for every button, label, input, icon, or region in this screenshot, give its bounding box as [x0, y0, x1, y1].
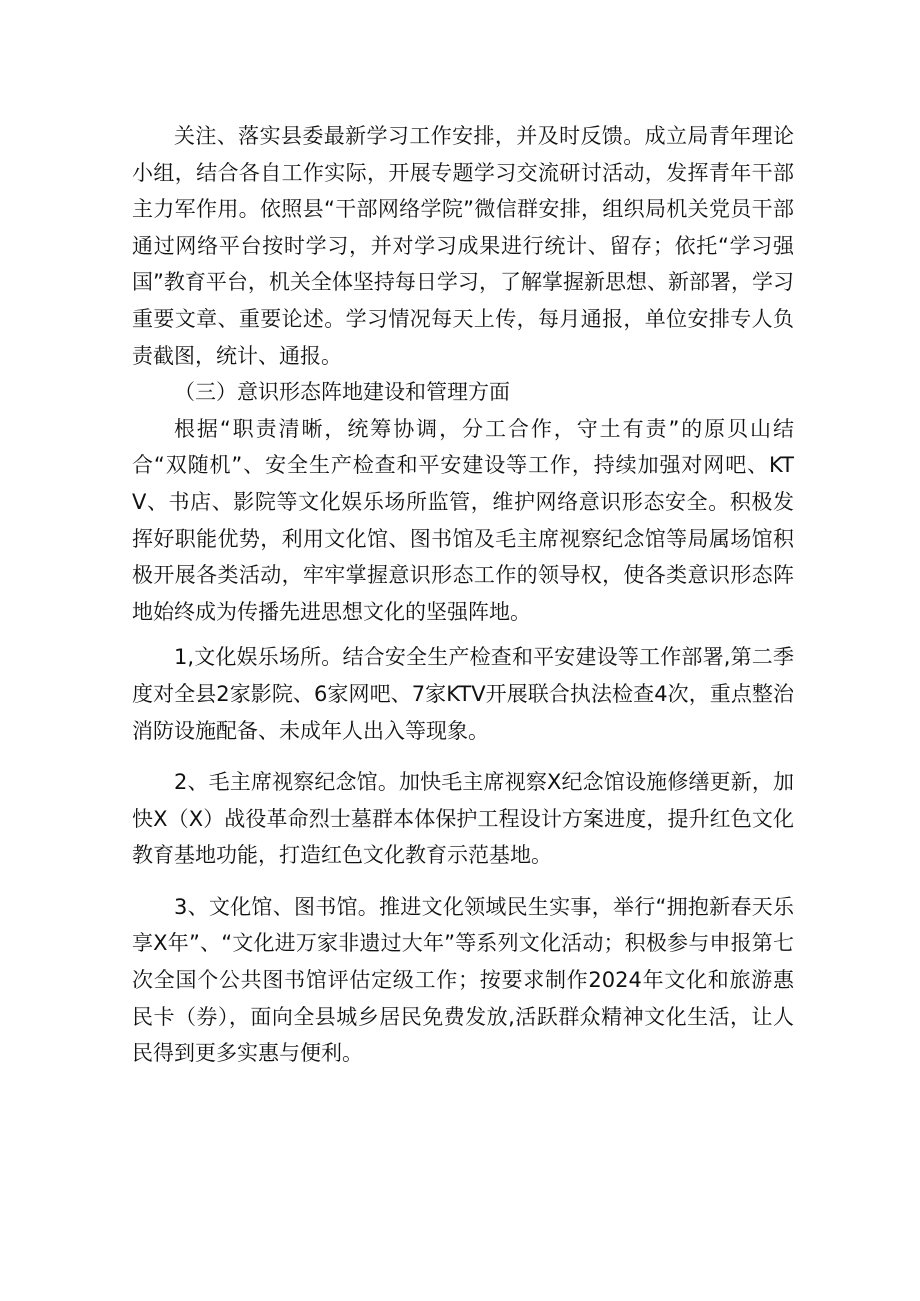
- paragraph-entertainment-venues: 1,文化娱乐场所。结合安全生产检查和平安建设等工作部署,第二季度对全县2家影院、6家网吧、7家KTV开展联合执法检查4次，重点整治消防设施配备、未成年人出入等现象。: [132, 645, 794, 743]
- section-heading-ideology: （三）意识形态阵地建设和管理方面: [174, 380, 510, 405]
- paragraph-study-arrangements: 关注、落实县委最新学习工作安排，并及时反馈。成立局青年理论小组，结合各自工作实际，开展专题学习交流研讨活动，发挥青年干部主力军作用。依照县“干部网络学院”微信群安排，组织局机关党员干部通过网络平台按时学习，并对学习成果进行统计、留存；依托“学习强国”教育平台，机关全体坚持每日学习，了解掌握新思想、新部署，学习重要文章、重要论述。学习情况每天上传，每月通报，单位安排专人负责截图，统计、通报。: [132, 124, 794, 368]
- paragraph-culture-library: 3、文化馆、图书馆。推进文化领域民生实事，举行“拥抱新春天乐享X年”、“文化进万家非遗过大年”等系列文化活动；积极参与申报第七次全国个公共图书馆评估定级工作；按要求制作2024年文化和旅游惠民卡（券），面向全县城乡居民免费发放,活跃群众精神文化生活，让人民得到更多实惠与便利。: [132, 894, 794, 1066]
- paragraph-ideology-positions: 根据“职责清晰，统筹协调，分工合作，守土有责”的原贝山结合“双随机”、安全生产检查和平安建设等工作，持续加强对网吧、KTV、书店、影院等文化娱乐场所监管，维护网络意识形态安全。积极发挥好职能优势，利用文化馆、图书馆及毛主席视察纪念馆等局属场馆积极开展各类活动，牢牢掌握意识形态工作的领导权，使各类意识形态阵地始终成为传播先进思想文化的坚强阵地。: [132, 416, 794, 624]
- paragraph-memorial-hall: 2、毛主席视察纪念馆。加快毛主席视察X纪念馆设施修缮更新，加快X（X）战役革命烈士墓群本体保护工程设计方案进度，提升红色文化教育基地功能，打造红色文化教育示范基地。: [132, 770, 794, 868]
- document-body: [132, 118, 794, 1072]
